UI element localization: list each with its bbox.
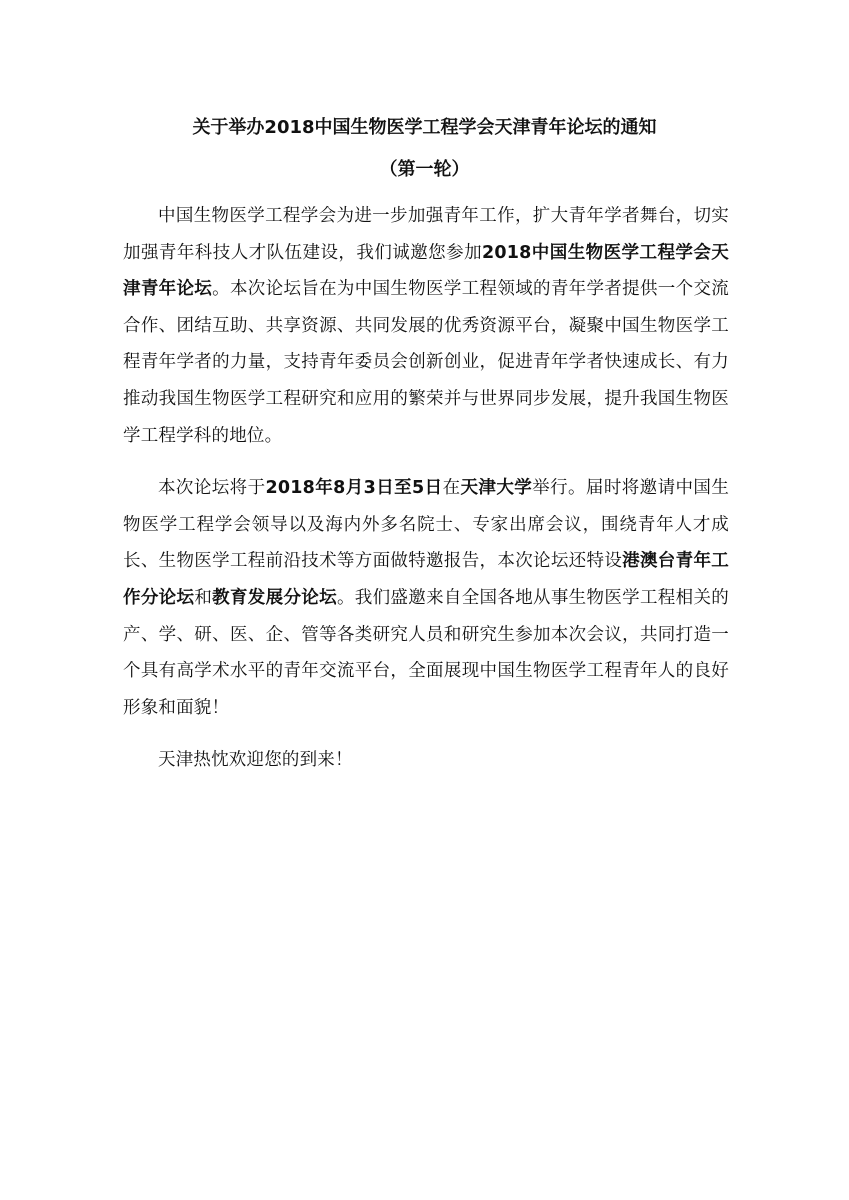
text-run: 。本次论坛旨在为中国生物医学工程领域的青年学者提供一个交流合作、团结互助、共享资源、共同发展的优秀资源平台，凝聚中国生物医学工程青年学者的力量，支持青年委员会创新创业，促进青年学者快速成长、有力推动我国生物医学工程研究和应用的繁荣并与世界同步发展，提升我国生物医学工程学科的地位。 [123, 279, 729, 446]
document-body [123, 198, 729, 779]
text-run-bold: 2018中国生物医学工程学会天津青年论坛 [123, 242, 729, 300]
document-subtitle: （第一轮） [379, 159, 470, 180]
text-run: 。我们盛邀来自全国各地从事生物医学工程相关的产、学、研、医、企、管等各类研究人员和研究生参加本次会议，共同打造一个具有高学术水平的青年交流平台，全面展现中国生物医学工程青年人的良好形象和面貌！ [123, 587, 729, 718]
document-title: 关于举办2018中国生物医学工程学会天津青年论坛的通知 [192, 117, 657, 138]
text-run: 举行。届时将邀请中国生物医学工程学会领导以及海内外多名院士、专家出席会议，围绕青年人才成长、生物医学工程前沿技术等方面做特邀报告，本次论坛还特设 [123, 478, 730, 572]
text-run-bold: 2018年8月3日至5日 [265, 478, 443, 499]
paragraph-event-details [123, 470, 729, 726]
paragraph-welcome [123, 742, 729, 779]
text-run-bold: 天津大学 [460, 478, 533, 499]
text-run-bold: 港澳台青年工作分论坛 [123, 551, 729, 608]
text-run: 和 [194, 587, 213, 608]
text-run: 本次论坛将于 [158, 478, 266, 499]
paragraph-intro [123, 198, 729, 454]
text-run: 中国生物医学工程学会为进一步加强青年工作，扩大青年学者舞台，切实加强青年科技人才队伍建设，我们诚邀您参加 [123, 206, 729, 263]
text-run: 在 [442, 478, 461, 499]
text-run-bold: 教育发展分论坛 [212, 587, 337, 608]
text-run: 天津热忱欢迎您的到来！ [158, 750, 353, 771]
